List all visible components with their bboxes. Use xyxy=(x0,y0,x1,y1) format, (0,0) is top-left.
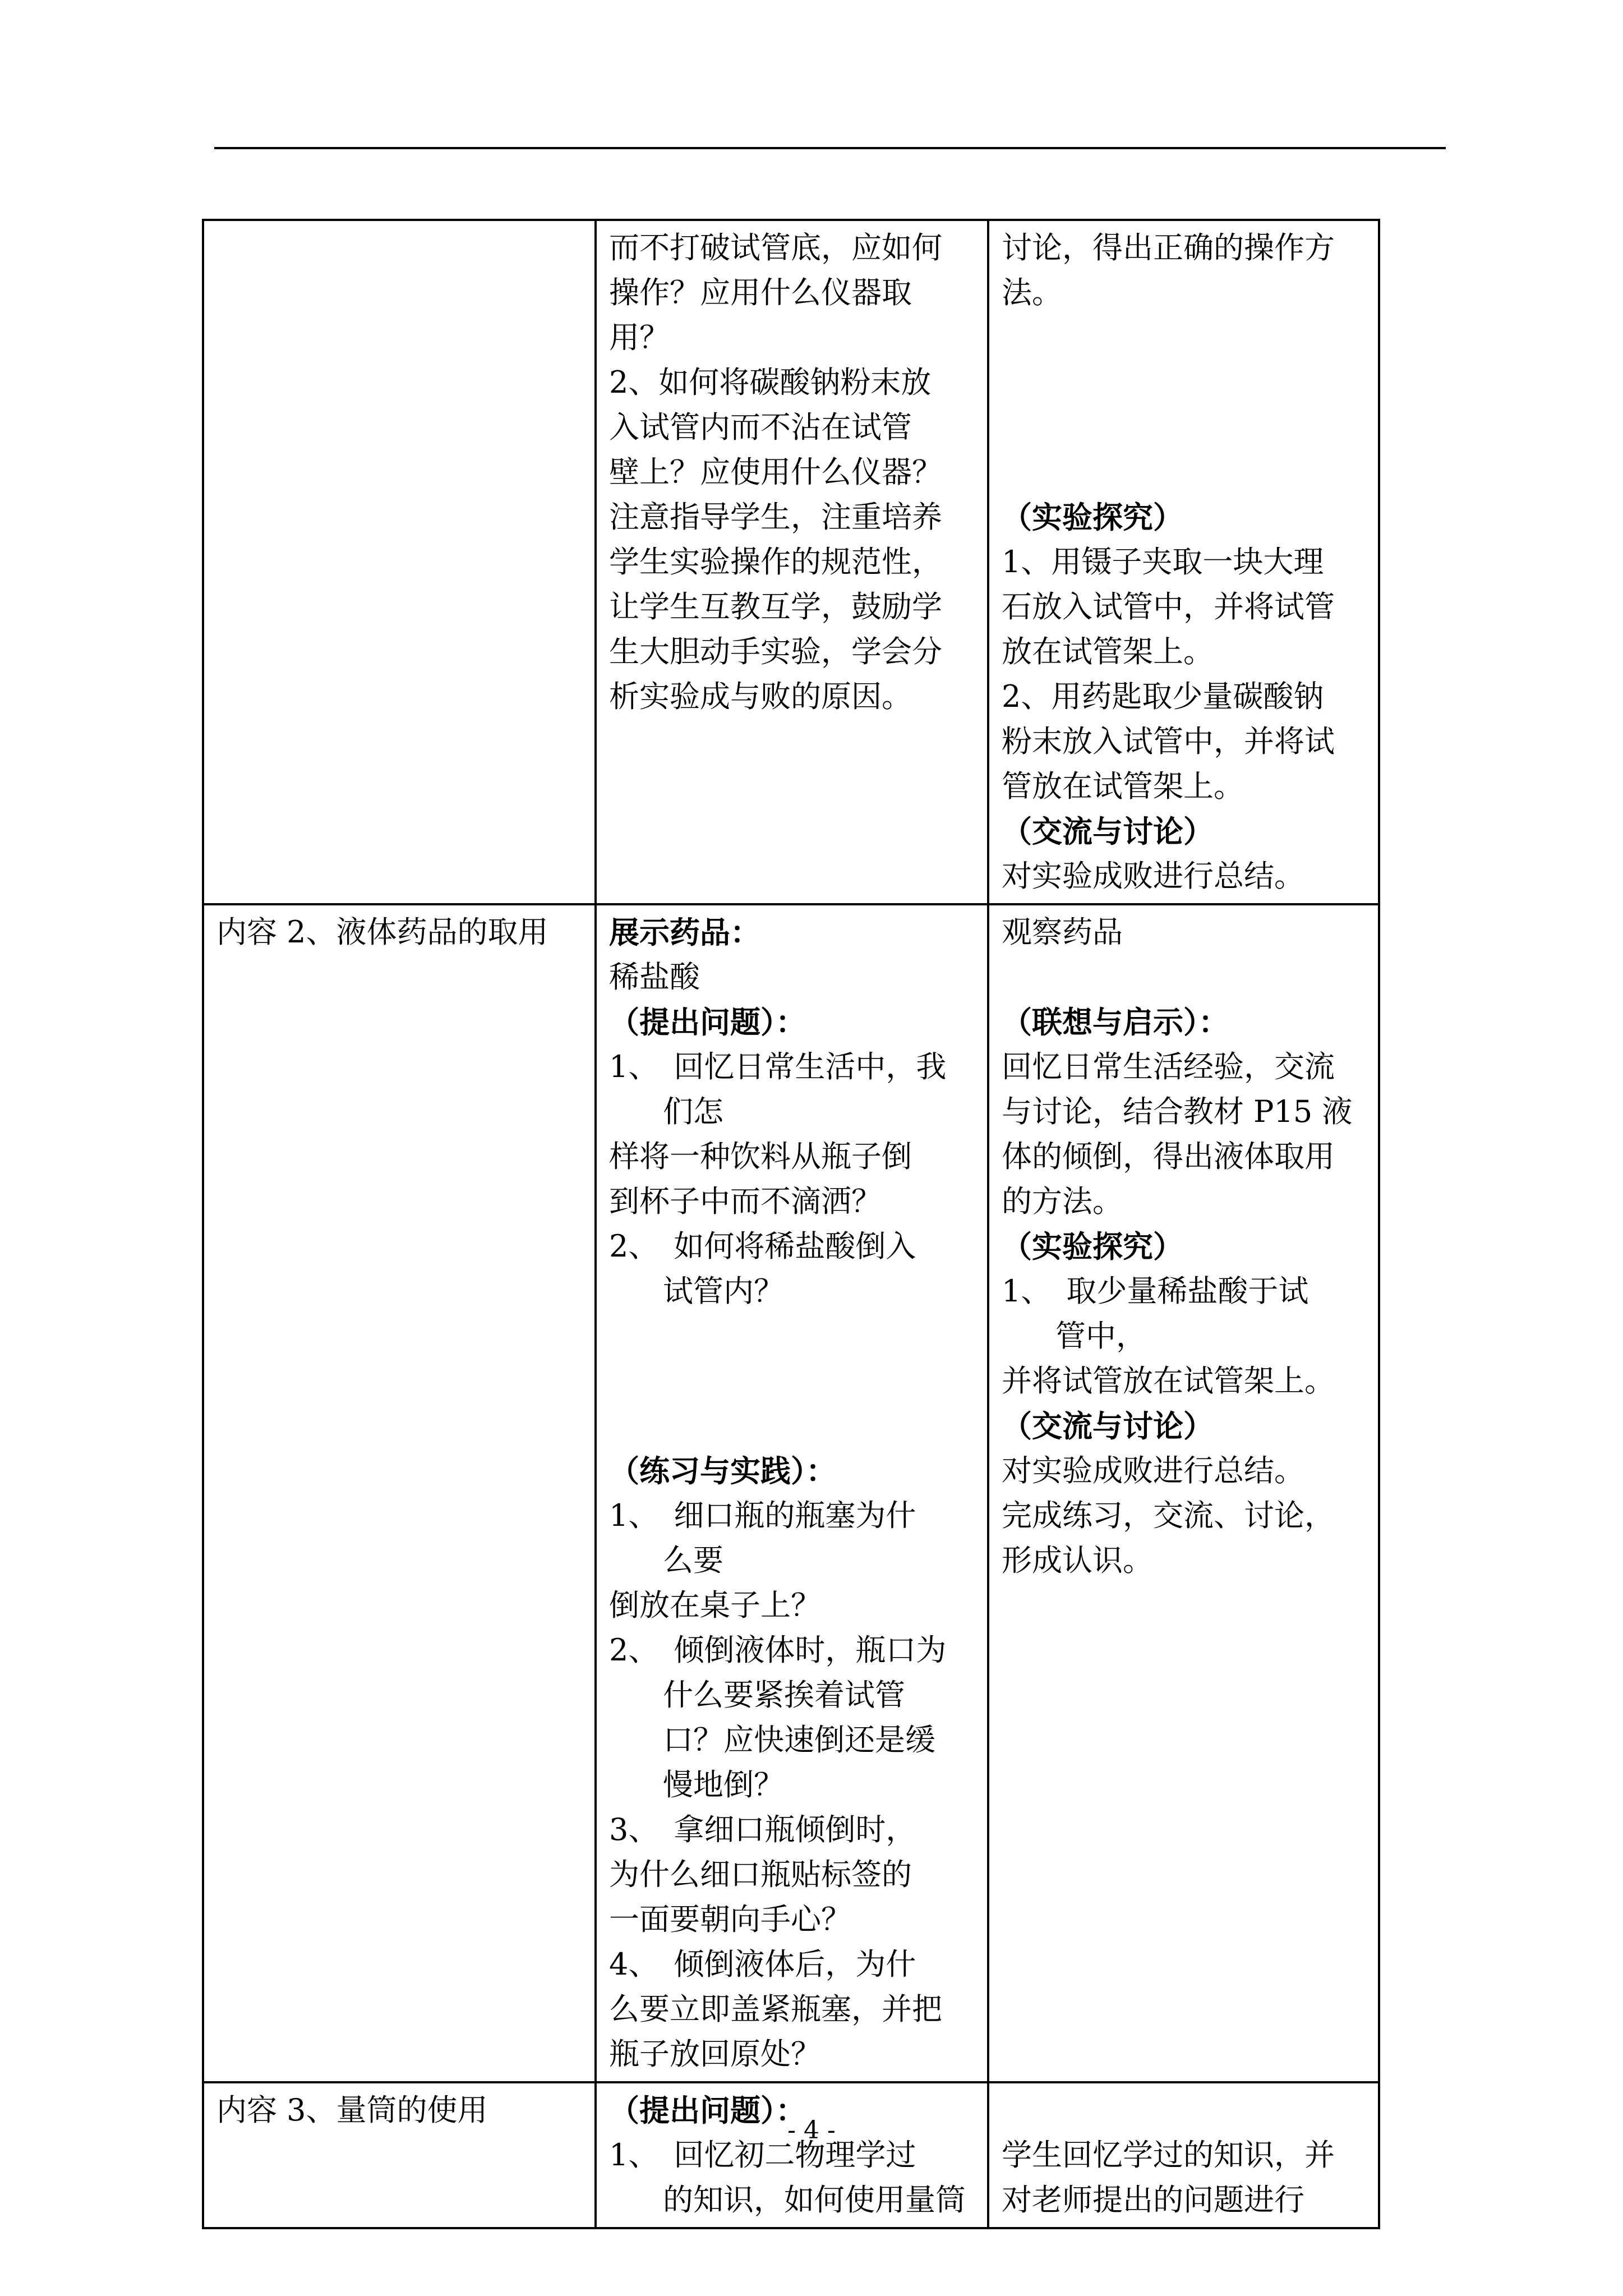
cell-line: 么要立即盖紧瓶塞，并把 xyxy=(609,1991,942,2027)
cell-line: （实验探究） xyxy=(1002,1228,1183,1264)
cell-line: 回忆日常生活经验，交流 xyxy=(1002,1049,1335,1084)
cell-line: 一面要朝向手心？ xyxy=(609,1902,851,1937)
cell-line: （交流与讨论） xyxy=(1002,813,1214,849)
cell-line xyxy=(1002,955,1366,1000)
cell-line: 为什么细口瓶贴标签的 xyxy=(609,1857,912,1892)
cell-line: 们怎 xyxy=(663,1094,723,1129)
cell-line xyxy=(1002,360,1366,405)
table-row xyxy=(203,2082,1379,2228)
cell-line: 石放入试管中，并将试管 xyxy=(1002,589,1335,624)
cell-line: 1、用镊子夹取一块大理 xyxy=(1002,544,1324,579)
cell-line: 稀盐酸 xyxy=(609,959,700,995)
cell-line: 用？ xyxy=(609,320,670,355)
cell-line xyxy=(609,1359,975,1404)
cell-line: 完成练习，交流、讨论， xyxy=(1002,1498,1335,1533)
cell-line: 内容 3、量筒的使用 xyxy=(216,2092,488,2128)
table-cell-c3 xyxy=(988,2082,1379,2228)
cell-line: 的知识，如何使用量筒 xyxy=(663,2182,966,2217)
table-cell-c3 xyxy=(988,220,1379,904)
cell-line: 内容 2、液体药品的取用 xyxy=(216,914,548,950)
cell-line: 2、如何将碳酸钠粉末放 xyxy=(609,365,932,400)
cell-line: （提出问题）： xyxy=(609,2092,806,2128)
table-cell-c1 xyxy=(203,904,596,2082)
cell-line: 1、 回忆初二物理学过 xyxy=(609,2137,916,2173)
cell-line: 慢地倒？ xyxy=(663,1767,784,1802)
cell-line: 样将一种饮料从瓶子倒 xyxy=(609,1139,912,1174)
cell-line: 2、 如何将稀盐酸倒入 xyxy=(609,1228,916,1264)
cell-line: 2、 倾倒液体时，瓶口为 xyxy=(609,1632,947,1668)
cell-line: 对实验成败进行总结。 xyxy=(1002,858,1304,894)
cell-line xyxy=(609,1314,975,1359)
cell-line: 对老师提出的问题进行 xyxy=(1002,2182,1304,2217)
cell-line: 学生回忆学过的知识，并 xyxy=(1002,2137,1335,2173)
header-rule xyxy=(214,147,1446,149)
cell-line: 壁上？应使用什么仪器？ xyxy=(609,454,942,490)
cell-line: 口？应快速倒还是缓 xyxy=(663,1722,935,1757)
cell-line: 3、 拿细口瓶倾倒时， xyxy=(609,1812,916,1847)
cell-line xyxy=(609,1404,975,1448)
cell-line: 讨论，得出正确的操作方 xyxy=(1002,230,1335,265)
cell-line: 观察药品 xyxy=(1002,914,1123,950)
cell-line: 1、 回忆日常生活中，我 xyxy=(609,1049,947,1084)
cell-line: 管中， xyxy=(1055,1318,1146,1354)
cell-line: 试管内？ xyxy=(663,1273,784,1309)
cell-line: 析实验成与败的原因。 xyxy=(609,679,912,714)
cell-line: 的方法。 xyxy=(1002,1184,1123,1219)
cell-line: 入试管内而不沾在试管 xyxy=(609,409,912,445)
cell-line: 瓶子放回原处？ xyxy=(609,2036,821,2072)
cell-line: 生大胆动手实验，学会分 xyxy=(609,634,942,669)
table-cell-c1 xyxy=(203,2082,596,2228)
cell-line: 什么要紧挨着试管 xyxy=(663,1677,905,1713)
cell-line: （提出问题）： xyxy=(609,1004,806,1040)
cell-line: 体的倾倒，得出液体取用 xyxy=(1002,1139,1335,1174)
cell-line: 法。 xyxy=(1002,275,1062,310)
cell-line: 放在试管架上。 xyxy=(1002,634,1214,669)
cell-line: 么要 xyxy=(663,1543,723,1578)
cell-line: 4、 倾倒液体后，为什 xyxy=(609,1947,916,1982)
table-cell-c3 xyxy=(988,904,1379,2082)
cell-line: 形成认识。 xyxy=(1002,1543,1153,1578)
cell-line: 粉末放入试管中，并将试 xyxy=(1002,724,1335,759)
cell-line: 到杯子中而不滴洒？ xyxy=(609,1184,882,1219)
cell-line: 倒放在桌子上？ xyxy=(609,1588,821,1623)
cell-line: （交流与讨论） xyxy=(1002,1408,1214,1444)
page-number: - 4 - xyxy=(787,2116,836,2145)
cell-line: （实验探究） xyxy=(1002,499,1183,535)
cell-line: 与讨论，结合教材 P15 液 xyxy=(1002,1094,1353,1129)
cell-line: 并将试管放在试管架上。 xyxy=(1002,1363,1335,1398)
cell-line: 展示药品： xyxy=(609,914,760,950)
table-row xyxy=(203,220,1379,904)
table-row xyxy=(203,904,1379,2082)
cell-line: 管放在试管架上。 xyxy=(1002,769,1244,804)
cell-line: 对实验成败进行总结。 xyxy=(1002,1453,1304,1488)
cell-line: 2、用药匙取少量碳酸钠 xyxy=(1002,679,1324,714)
cell-line xyxy=(1002,315,1366,360)
cell-line xyxy=(1002,405,1366,450)
cell-line: （联想与启示）： xyxy=(1002,1004,1229,1040)
cell-line: 1、 取少量稀盐酸于试 xyxy=(1002,1273,1309,1309)
table-cell-c2 xyxy=(596,220,988,904)
cell-line xyxy=(1002,450,1366,495)
table-cell-c2 xyxy=(596,904,988,2082)
cell-line: 学生实验操作的规范性， xyxy=(609,544,942,579)
table-cell-c1 xyxy=(203,220,596,904)
cell-line: 而不打破试管底，应如何 xyxy=(609,230,942,265)
cell-line: 操作？应用什么仪器取 xyxy=(609,275,912,310)
cell-line: 注意指导学生，注重培养 xyxy=(609,499,942,535)
cell-line: （练习与实践）： xyxy=(609,1453,836,1489)
cell-line: 1、 细口瓶的瓶塞为什 xyxy=(609,1498,916,1533)
lesson-table xyxy=(202,219,1380,2229)
cell-line: 让学生互教互学，鼓励学 xyxy=(609,589,942,624)
table-cell-c2 xyxy=(596,2082,988,2228)
